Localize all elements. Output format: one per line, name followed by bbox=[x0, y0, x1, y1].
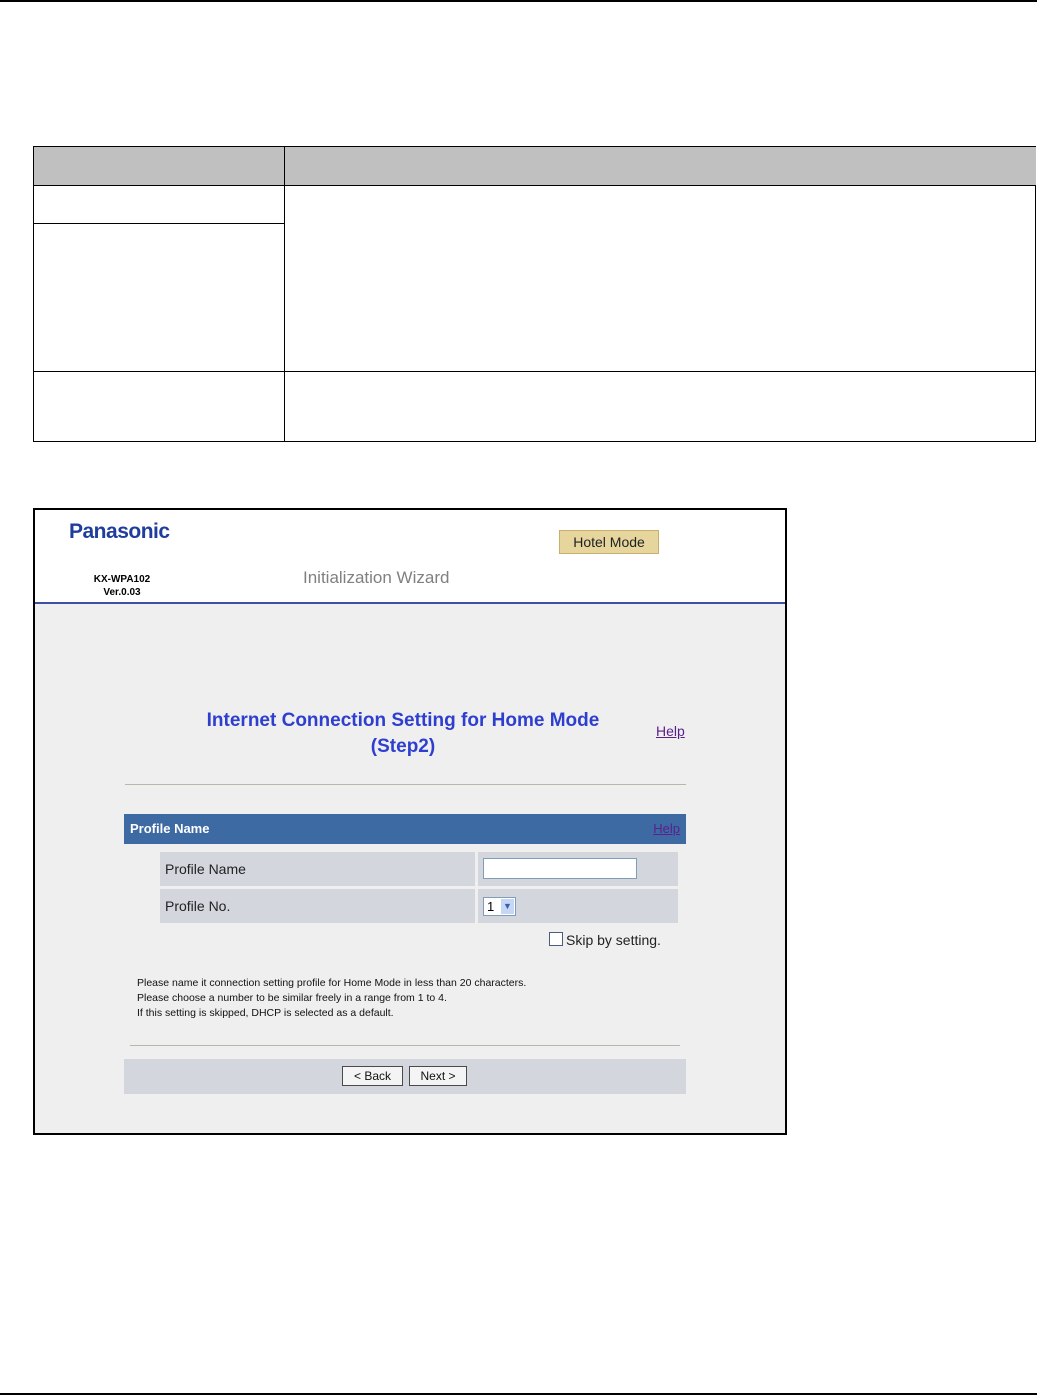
back-button[interactable]: < Back bbox=[342, 1066, 403, 1086]
help-link-section[interactable]: Help bbox=[653, 821, 680, 836]
section-header-profile-name bbox=[124, 814, 686, 844]
wizard-screenshot bbox=[33, 508, 787, 1135]
document-table bbox=[33, 146, 1036, 442]
page-title bbox=[165, 708, 641, 760]
firmware-version: Ver.0.03 bbox=[103, 587, 141, 598]
instruction-line: Please name it connection setting profile for Home Mode in less than 20 characters. bbox=[137, 977, 527, 989]
profile-no-select[interactable] bbox=[483, 897, 516, 916]
model-info bbox=[87, 573, 157, 599]
profile-name-label: Profile Name bbox=[160, 852, 475, 886]
instruction-line: If this setting is skipped, DHCP is selected as a default. bbox=[137, 1007, 394, 1019]
table-cell-row1-left bbox=[34, 186, 285, 224]
app-header bbox=[35, 510, 785, 602]
table-header-cell-left bbox=[34, 147, 285, 186]
instruction-line: Please choose a number to be similar freely in a range from 1 to 4. bbox=[137, 992, 447, 1004]
profile-name-row bbox=[160, 852, 678, 886]
profile-name-value-cell bbox=[478, 852, 678, 886]
table-cell-row2-left bbox=[34, 224, 285, 372]
profile-no-row bbox=[160, 889, 678, 923]
page-title-line2: (Step2) bbox=[370, 736, 436, 757]
skip-checkbox-label: Skip by setting. bbox=[566, 932, 661, 948]
page-bottom-rule bbox=[0, 1393, 1037, 1395]
profile-no-label: Profile No. bbox=[160, 889, 475, 923]
page-title-line1: Internet Connection Setting for Home Mode bbox=[206, 710, 600, 731]
instructions bbox=[137, 976, 526, 1021]
table-cell-row3-left bbox=[34, 372, 285, 441]
help-link-top[interactable]: Help bbox=[656, 723, 685, 739]
page-top-rule bbox=[0, 0, 1037, 2]
next-button[interactable]: Next > bbox=[409, 1066, 467, 1086]
hotel-mode-button[interactable]: Hotel Mode bbox=[559, 530, 659, 554]
brand-logo: Panasonic bbox=[69, 520, 170, 543]
skip-checkbox[interactable] bbox=[549, 932, 563, 946]
chevron-down-icon[interactable]: ▼ bbox=[501, 899, 514, 914]
section-title: Profile Name bbox=[130, 821, 210, 836]
divider-bottom bbox=[130, 1045, 680, 1046]
profile-no-value-cell bbox=[478, 889, 678, 923]
skip-setting-option[interactable] bbox=[549, 932, 661, 948]
table-cell-row3-right bbox=[285, 372, 1036, 441]
navigation-bar bbox=[124, 1059, 686, 1094]
profile-name-input[interactable] bbox=[483, 858, 637, 879]
divider-top bbox=[125, 784, 686, 785]
table-header-cell-right bbox=[285, 147, 1036, 186]
profile-no-selected-value: 1 bbox=[487, 899, 495, 914]
model-name: KX-WPA102 bbox=[93, 574, 151, 585]
table-cell-row1-right bbox=[285, 186, 1036, 372]
wizard-body bbox=[35, 604, 785, 1133]
wizard-title: Initialization Wizard bbox=[303, 568, 450, 587]
